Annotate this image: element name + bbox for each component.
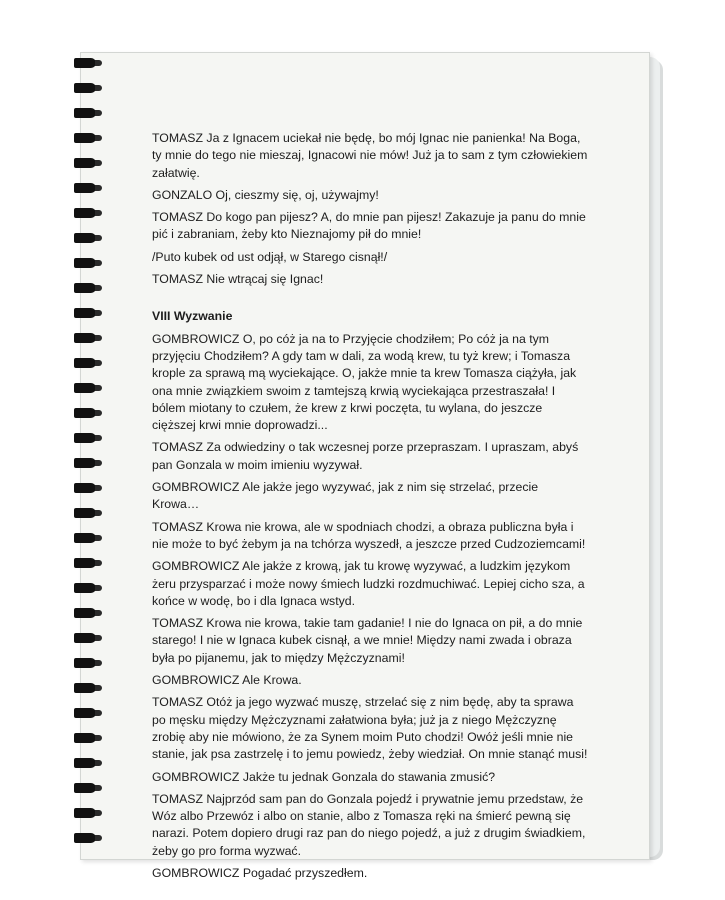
dialogue-line: GOMBROWICZ Jakże tu jednak Gonzala do stawania zmusić? bbox=[152, 769, 496, 784]
dialogue-line: TOMASZ Krowa nie krowa, takie tam gadanie! I nie do Ignaca on pił, a do mnie starego! I nie w Ignaca kubek cisnął, a we mnie! Między nami zwada i obraza była po pijanemu, jak to między Mężczyznami! bbox=[152, 616, 583, 665]
binding-coil bbox=[74, 258, 96, 268]
binding-coil bbox=[74, 58, 96, 68]
binding-coil bbox=[74, 508, 96, 518]
dialogue-line: TOMASZ Najprzód sam pan do Gonzala pojedź i prywatnie jemu przedstaw, że Wóz albo Przewóz i albo on stanie, albo z Tomasza ręki na śmierć pewną się narazi. Potem dopiero drugi raz pan do niego pojedź, a już z drugim świadkiem, żeby go pro forma wyzwać. bbox=[152, 791, 586, 858]
binding-coil bbox=[74, 158, 96, 168]
dialogue-line: TOMASZ Otóż ja jego wyzwać muszę, strzelać się z nim będę, aby ta sprawa po męsku między Mężczyznami załatwiona była; już ja z niego Mężczyznę zrobię aby nie mówiono, że za Synem moim Puto chodzi! Owóż jeśli mnie nie stanie, jak psa zastrzelę i to jemu powiedz, żeby wiedział. On mnie stanąć musi! bbox=[152, 695, 588, 762]
binding-coil bbox=[74, 333, 96, 343]
binding-coil bbox=[74, 208, 96, 218]
binding-coil bbox=[74, 358, 96, 368]
spiral-binding bbox=[74, 58, 98, 858]
dialogue-line: GOMBROWICZ O, po cóż ja na to Przyjęcie chodziłem; Po cóż ja na tym przyjęciu Chodziłem? A gdy tam w dali, za wodą krew, tu tyż krew; i Tomasza krople za sprawą mą wyciekające. O, jakże mnie ta krew Tomasza ciążyła, jak ona mnie związkiem swoim z tamtejszą krwią wyciekająca przestraszała! I bólem miotany to czułem, że krew z krwi poczęta, tu wylana, do jeszcze cięższej krwi mnie doprowadzi... bbox=[152, 331, 577, 433]
dialogue-line: GOMBROWICZ Pogadać przyszedłem. bbox=[152, 865, 368, 880]
binding-coil bbox=[74, 283, 96, 293]
binding-coil bbox=[74, 758, 96, 768]
binding-coil bbox=[74, 308, 96, 318]
binding-coil bbox=[74, 633, 96, 643]
dialogue-line: TOMASZ Nie wtrącaj się Ignac! bbox=[152, 272, 324, 287]
binding-coil bbox=[74, 433, 96, 443]
section-spacer bbox=[152, 293, 588, 308]
binding-coil bbox=[74, 408, 96, 418]
binding-coil bbox=[74, 608, 96, 618]
dialogue-line: GOMBROWICZ Ale jakże z krową, jak tu krowę wyzywać, a ludzkim językom żeru przysparzać i może nowy śmiech ludzki rozdmuchiwać. Lepiej cicho sza, a końce w wodę, bo i dla Ignaca wstyd. bbox=[152, 559, 585, 608]
binding-coil bbox=[74, 383, 96, 393]
binding-coil bbox=[74, 583, 96, 593]
binding-coil bbox=[74, 133, 96, 143]
binding-coil bbox=[74, 783, 96, 793]
binding-coil bbox=[74, 658, 96, 668]
binding-coil bbox=[74, 533, 96, 543]
binding-coil bbox=[74, 558, 96, 568]
binding-coil bbox=[74, 483, 96, 493]
dialogue-line: TOMASZ Krowa nie krowa, ale w spodniach chodzi, a obraza publiczna była i nie może to być żebym ja na tchórza wyszedł, a jeszcze przed Cudzoziemcami! bbox=[152, 519, 586, 551]
script-text bbox=[152, 130, 588, 887]
binding-coil bbox=[74, 833, 96, 843]
binding-coil bbox=[74, 683, 96, 693]
binding-coil bbox=[74, 83, 96, 93]
binding-coil bbox=[74, 458, 96, 468]
section-heading: VIII Wyzwanie bbox=[152, 309, 233, 324]
dialogue-line: GONZALO Oj, cieszmy się, oj, używajmy! bbox=[152, 187, 379, 202]
dialogue-line: TOMASZ Ja z Ignacem uciekał nie będę, bo mój Ignac nie panienka! Na Boga, ty mnie do tego nie mieszaj, Ignacowi nie mów! Już ja to sam z tym człowiekiem załatwię. bbox=[152, 131, 588, 180]
stage-direction: /Puto kubek od ust odjął, w Starego cisnął!/ bbox=[152, 249, 388, 264]
binding-coil bbox=[74, 108, 96, 118]
binding-coil bbox=[74, 808, 96, 818]
dialogue-line: TOMASZ Do kogo pan pijesz? A, do mnie pan pijesz! Zakazuje ja panu do mnie pić i zabraniam, żeby kto Nieznajomy pił do mnie! bbox=[152, 210, 586, 242]
dialogue-line: GOMBROWICZ Ale jakże jego wyzywać, jak z nim się strzelać, przecie Krowa… bbox=[152, 480, 539, 512]
binding-coil bbox=[74, 733, 96, 743]
dialogue-line: TOMASZ Za odwiedziny o tak wczesnej porze przepraszam. I upraszam, abyś pan Gonzala w moim imieniu wyzywał. bbox=[152, 440, 579, 472]
binding-coil bbox=[74, 233, 96, 243]
binding-coil bbox=[74, 183, 96, 193]
binding-coil bbox=[74, 708, 96, 718]
dialogue-line: GOMBROWICZ Ale Krowa. bbox=[152, 673, 302, 688]
